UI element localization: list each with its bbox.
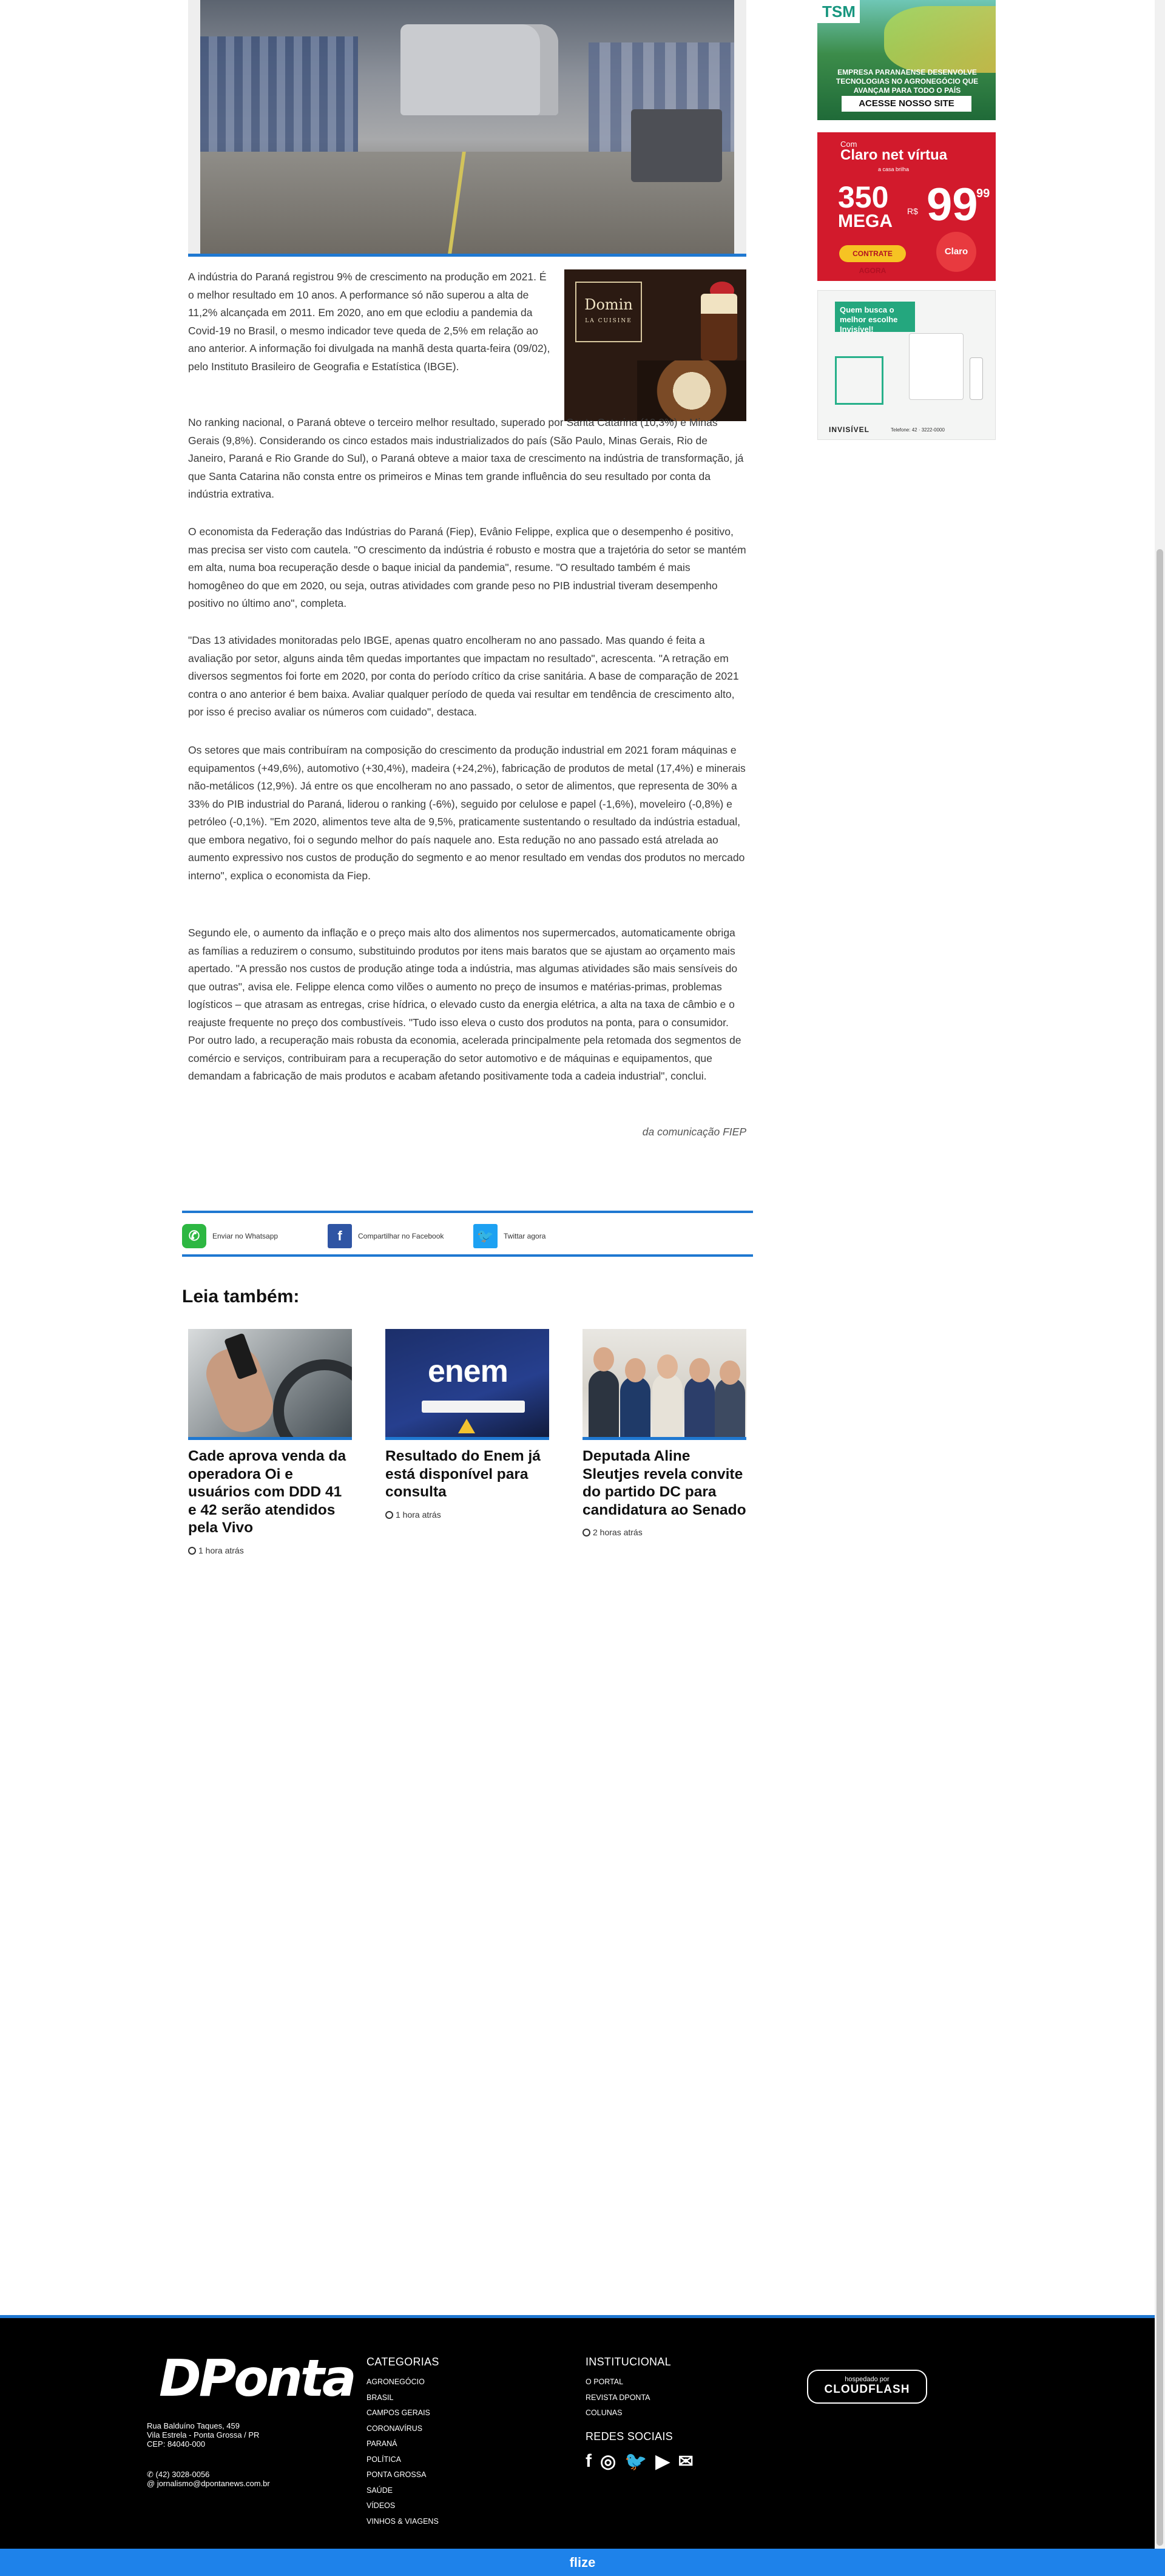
scrollbar-thumb[interactable] bbox=[1157, 549, 1163, 2546]
sidebar-ad-invisivel[interactable]: Quem busca o melhor escolhe Invisível! INVISÍVEL Telefone: 42 · 3222-0000 bbox=[817, 290, 996, 440]
ad-question: Quem busca o melhor escolhe Invisível! bbox=[835, 302, 915, 332]
vehicle-body bbox=[400, 24, 558, 115]
hero-divider bbox=[188, 254, 746, 257]
footer-link[interactable]: CAMPOS GERAIS bbox=[366, 2409, 430, 2417]
site-footer bbox=[0, 2315, 1155, 2549]
footer-link[interactable]: BRASIL bbox=[366, 2393, 394, 2402]
sidebar-ad-claro[interactable]: Com Claro net vírtua a casa brilha 350 MEGA R$ 99 99 CONTRATE AGORA Claro bbox=[817, 132, 996, 281]
enem-logo: enem bbox=[428, 1354, 508, 1389]
related-title[interactable]: Cade aprova venda da operadora Oi e usuários com DDD 41 e 42 serão atendidos pela Vivo bbox=[188, 1448, 346, 1536]
ad-price: 99 bbox=[927, 179, 978, 231]
footer-link[interactable]: SAÚDE bbox=[366, 2486, 393, 2495]
footer-link[interactable]: REVISTA DPONTA bbox=[586, 2393, 650, 2402]
footer-link[interactable]: COLUNAS bbox=[586, 2409, 623, 2417]
sensor-image bbox=[970, 357, 983, 400]
footer-social: REDES SOCIAIS f ◎ 🐦 ▶ ✉ bbox=[586, 2430, 694, 2472]
share-whatsapp-button[interactable]: ✆ Enviar no Whatsapp bbox=[182, 1224, 278, 1248]
instagram-icon[interactable]: ◎ bbox=[600, 2451, 616, 2472]
whatsapp-icon: ✆ bbox=[182, 1224, 206, 1248]
restaurant-logo: Domin LA CUISINE bbox=[575, 282, 642, 342]
article-paragraph: No ranking nacional, o Paraná obteve o terceiro melhor resultado, superado por Santa Catarina (10,3%) e Minas Gerais (9,8%). Considerando os cinco estados mais industrializados do país (São Paulo, Minas Gerais, Rio de Janeiro, Paraná e Rio Grande do Sul), o Paraná obteve a maior taxa de crescimento na indústria de transformação, já que Santa Catarina não consta entre os primeiros e Minas tem grande influência do seu resultado por conta da indústria extrativa. bbox=[188, 416, 744, 500]
clock-icon bbox=[188, 1547, 196, 1555]
related-heading: Leia também: bbox=[182, 1286, 300, 1307]
related-title[interactable]: Deputada Aline Sleutjes revela convite do partido DC para candidatura ao Senado bbox=[582, 1448, 746, 1518]
warning-icon bbox=[458, 1419, 475, 1433]
claro-badge: Claro bbox=[936, 232, 976, 272]
tsm-logo: TSM bbox=[817, 0, 860, 23]
related-card[interactable] bbox=[385, 1329, 549, 1520]
footer-institucional: INSTITUCIONAL O PORTAL REVISTA DPONTA COLUNAS bbox=[586, 2356, 671, 2421]
related-time: 1 hora atrás bbox=[385, 1510, 549, 1520]
phone-icon: ✆ bbox=[147, 2470, 156, 2479]
footer-link[interactable]: PARANÁ bbox=[366, 2439, 397, 2448]
footer-address: Rua Balduíno Taques, 459 Vila Estrela - Ponta Grossa / PR CEP: 84040-000 bbox=[147, 2421, 260, 2449]
envelope-icon[interactable]: ✉ bbox=[678, 2451, 694, 2472]
at-icon: @ bbox=[147, 2479, 157, 2488]
article-credit: da comunicação FIEP bbox=[642, 1126, 746, 1138]
twitter-icon: 🐦 bbox=[473, 1224, 498, 1248]
footer-categorias: CATEGORIAS AGRONEGÓCIO BRASIL CAMPOS GERAIS CORONAVÍRUS PARANÁ POLÍTICA PONTA GROSSA SAÚDE VÍDEOS VINHOS & VIAGENS bbox=[366, 2356, 439, 2529]
article-paragraph: Os setores que mais contribuíram na composição do crescimento da produção industrial em 2021 foram máquinas e equipamentos (+49,6%), automotivo (+30,4%), madeira (+24,2%), fabricação de produtos de metal (17,4%) e minerais não-metálicos (12,9%). Já entre os que encolheram no ano passado, o setor de alimentos, que representa de 30% a 33% do PIB industrial do Paraná, liderou o ranking (-6%), seguido por celulose e papel (-1,6%), moveleiro (-0,8%) e petróleo (-0,1%). "Em 2020, alimentos teve alta de 9,5%, praticamente sustentando o resultado da indústria estadual, que embora negativo, foi o segundo melhor do país naquele ano. Esta redução no ano passado está atrelada ao aumento expressivo nos custos de produção do segmento e ao menor resultado em vendas dos produtos no mercado interno", explica o economista da Fiep. bbox=[188, 744, 746, 882]
inline-ad-restaurant[interactable] bbox=[564, 269, 746, 421]
hosting-badge[interactable]: hospedado por CLOUDFLASH bbox=[807, 2370, 927, 2404]
related-title[interactable]: Resultado do Enem já está disponível para consulta bbox=[385, 1448, 541, 1500]
security-panel-image bbox=[909, 333, 964, 400]
sidebar-ad-tsm[interactable] bbox=[817, 0, 996, 120]
footer-link[interactable]: O PORTAL bbox=[586, 2378, 624, 2386]
related-card[interactable] bbox=[188, 1329, 352, 1555]
article-paragraph: A indústria do Paraná registrou 9% de crescimento na produção em 2021. É o melhor resultado em 10 anos. A performance só não superou a alta de 11,2% alcançada em 2011. Em 2020, ano em que eclodiu a pandemia da Covid-19 no Brasil, o mesmo indicador teve queda de 2,5% em relação ao ano anterior. A informação foi divulgada na manhã desta quarta-feira (09/02), pelo Instituto Brasileiro de Geografia e Estatística (IBGE). bbox=[188, 271, 550, 373]
ad-message: EMPRESA PARANAENSE DESENVOLVE TECNOLOGIAS NO AGRONEGÓCIO QUE AVANÇAM PARA TODO O PAÍS bbox=[836, 68, 979, 95]
article-paragraph: O economista da Federação das Indústrias do Paraná (Fiep), Evânio Felippe, explica que o desempenho é positivo, mas precisa ser visto com cautela. "O crescimento da indústria é robusto e mostra que a trajetória do setor se mantém em alta, numa boa recuperação desde o baque inicial da pandemia", resume. "O resultado também é mais homogêneo do que em 2020, ou seja, outras atividades com grande peso no PIB industrial tiveram desempenho positivo no último ano", completa. bbox=[188, 526, 746, 609]
share-twitter-button[interactable]: 🐦 Twittar agora bbox=[473, 1224, 545, 1248]
footer-contact: ✆ (42) 3028-0056 @ jornalismo@dpontanews.com.br bbox=[147, 2470, 270, 2488]
related-card[interactable] bbox=[582, 1329, 746, 1537]
related-thumbnail[interactable] bbox=[385, 1329, 549, 1437]
footer-link[interactable]: VINHOS & VIAGENS bbox=[366, 2517, 439, 2526]
clock-icon bbox=[582, 1529, 590, 1536]
footer-logo[interactable]: DPonta bbox=[159, 2348, 354, 2408]
footer-link[interactable]: POLÍTICA bbox=[366, 2455, 401, 2464]
clock-icon bbox=[385, 1511, 393, 1519]
flize-bar[interactable]: flize bbox=[0, 2549, 1165, 2576]
footer-link[interactable]: CORONAVÍRUS bbox=[366, 2424, 423, 2433]
share-facebook-button[interactable]: f Compartilhar no Facebook bbox=[328, 1224, 444, 1248]
article-paragraph: "Das 13 atividades monitoradas pelo IBGE, apenas quatro encolheram no ano passado. Mas quando é feita a avaliação por setor, alguns ainda têm quedas importantes que impactam no resultado", acrescenta. "A retração em diversos segmentos foi forte em 2020, por conta do período crítico da crise sanitária. A base de comparação de 2021 contra o ano anterior é bem baixa. Avaliar qualquer período de queda vai resultar em tendência de crescimento alto, por isso é preciso avaliar os números com cuidado", destaca. bbox=[188, 634, 739, 718]
scrollbar[interactable] bbox=[1155, 0, 1165, 2549]
footer-link[interactable]: VÍDEOS bbox=[366, 2501, 396, 2510]
factory-photo bbox=[200, 0, 734, 254]
claro-logo: Claro net vírtua bbox=[840, 147, 948, 163]
twitter-icon[interactable]: 🐦 bbox=[624, 2451, 647, 2472]
ad-contract-button[interactable]: CONTRATE AGORA bbox=[839, 245, 906, 262]
share-bar bbox=[182, 1211, 753, 1257]
related-thumbnail[interactable] bbox=[582, 1329, 746, 1437]
footer-link[interactable]: PONTA GROSSA bbox=[366, 2470, 427, 2479]
related-time: 2 horas atrás bbox=[582, 1527, 746, 1537]
facebook-icon: f bbox=[328, 1224, 352, 1248]
youtube-icon[interactable]: ▶ bbox=[655, 2451, 670, 2472]
footer-link[interactable]: AGRONEGÓCIO bbox=[366, 2378, 425, 2386]
article-hero-image bbox=[188, 0, 746, 254]
invisivel-logo: INVISÍVEL bbox=[829, 425, 870, 434]
article-paragraph: Segundo ele, o aumento da inflação e o preço mais alto dos alimentos nos supermercados, automaticamente obriga as famílias a reduzirem o consumo, substituindo produtos por itens mais baratos que se ajustam ao orçamento mais apertado. "A pressão nos custos de produção atinge toda a indústria, mas algumas atividades são mais sensíveis do que outras", avisa ele. Felippe elenca como vilões o aumento no preço de insumos e matérias-primas, problemas logísticos – que atrasam as entregas, crise hídrica, o elevado custo da energia elétrica, a alta na taxa de câmbio e o reajuste frequente no preço dos combustíveis. "Tudo isso eleva o custo dos produtos na ponta, para o consumidor. Por outro lado, a recuperação mais robusta da economia, acelerada principalmente pela retomada dos segmentos de comércio e serviços, contribuiram para a recuperação do setor automotivo e de máquinas e equipamentos, que demandam a fabricação de mais produtos e acabam afetando positivamente toda a cadeia industrial", conclui. bbox=[188, 927, 741, 1082]
ad-speed: 350 bbox=[838, 180, 889, 214]
related-time: 1 hora atrás bbox=[188, 1546, 352, 1555]
ad-site-button[interactable]: ACESSE NOSSO SITE bbox=[842, 96, 971, 112]
facebook-icon[interactable]: f bbox=[586, 2451, 592, 2471]
related-thumbnail[interactable] bbox=[188, 1329, 352, 1437]
